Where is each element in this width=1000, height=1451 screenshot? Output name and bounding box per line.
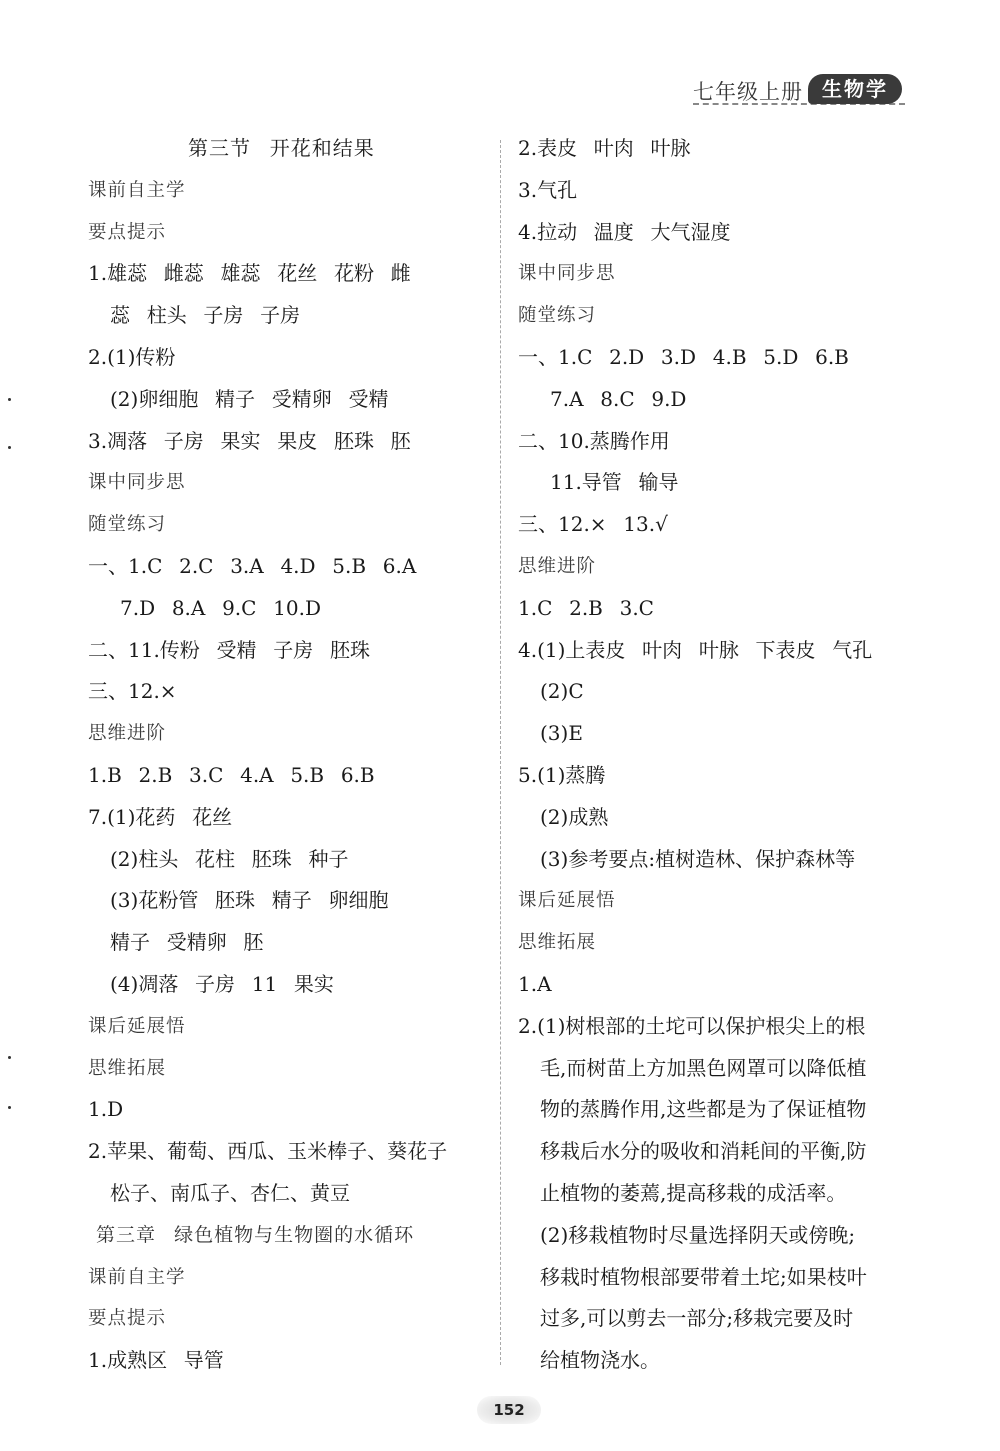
section-heading: 课后延展悟 — [88, 1015, 186, 1037]
section-heading: 课前自主学 — [88, 179, 186, 201]
section-heading: 思维进阶 — [518, 555, 597, 577]
header-grade: 七年级上册 — [693, 80, 803, 104]
answer-line: 蕊 柱头 子房 子房 — [110, 303, 301, 328]
answer-line: 一、1.C 2.D 3.D 4.B 5.D 6.B — [518, 344, 849, 369]
subject-badge: 生物学 — [808, 74, 902, 104]
answer-line: (3)花粉管 胚珠 精子 卵细胞 — [110, 888, 389, 913]
answer-line: 给植物浇水。 — [540, 1348, 660, 1373]
section-heading: 课后延展悟 — [518, 890, 616, 912]
answer-line: 毛,而树苗上方加黑色网罩可以降低植 — [540, 1055, 867, 1080]
answer-line: 5.(1)蒸腾 — [518, 762, 606, 787]
section-heading: 思维进阶 — [88, 723, 167, 745]
section-heading: 随堂练习 — [518, 305, 597, 327]
section-heading: 要点提示 — [88, 221, 167, 243]
answer-line: 3.气孔 — [518, 177, 578, 202]
margin-dot — [8, 446, 11, 449]
answer-line: 移栽后水分的吸收和消耗间的平衡,防 — [540, 1139, 867, 1164]
answer-line: 2.表皮 叶肉 叶脉 — [518, 136, 691, 160]
section-heading: 课中同步思 — [88, 472, 186, 494]
answer-line: (4)凋落 子房 11 果实 — [110, 971, 334, 996]
answer-line: 精子 受精卵 胚 — [110, 930, 264, 955]
answer-line: 1.B 2.B 3.C 4.A 5.B 6.B — [88, 762, 375, 787]
answer-line: 松子、南瓜子、杏仁、黄豆 — [110, 1180, 350, 1205]
margin-dot — [8, 1056, 11, 1059]
column-divider — [500, 140, 501, 1365]
answer-line: 7.(1)花药 花丝 — [88, 804, 233, 829]
page-number: 152 — [477, 1396, 541, 1424]
section-heading: 课中同步思 — [518, 263, 616, 285]
answer-line: 一、1.C 2.C 3.A 4.D 5.B 6.A — [88, 553, 417, 578]
answer-line: 7.A 8.C 9.D — [550, 386, 687, 411]
margin-dot — [8, 398, 11, 401]
answer-line: 1.雄蕊 雌蕊 雄蕊 花丝 花粉 雌 — [88, 261, 411, 286]
right-column — [518, 128, 918, 1382]
section-heading: 思维拓展 — [88, 1057, 167, 1079]
answer-line: 二、10.蒸腾作用 — [518, 428, 670, 453]
answer-line: 7.D 8.A 9.C 10.D — [120, 595, 322, 620]
answer-line: 2.(1)树根部的土坨可以保护根尖上的根 — [518, 1013, 866, 1038]
answer-line: (2)成熟 — [540, 804, 609, 829]
answer-line: 二、11.传粉 受精 子房 胚珠 — [88, 637, 370, 662]
answer-line: 2.苹果、葡萄、西瓜、玉米棒子、葵花子 — [88, 1139, 448, 1164]
section-heading: 随堂练习 — [88, 514, 167, 536]
answer-line: (3)参考要点:植树造林、保护森林等 — [540, 846, 856, 871]
answer-line: 1.成熟区 导管 — [88, 1348, 224, 1373]
answer-line: (2)卵细胞 精子 受精卵 受精 — [110, 386, 389, 411]
section-title: 第三节 开花和结果 — [188, 136, 375, 160]
answer-line: 3.凋落 子房 果实 果皮 胚珠 胚 — [88, 428, 411, 453]
answer-line: 1.A — [518, 971, 552, 996]
section-heading: 要点提示 — [88, 1308, 167, 1330]
section-heading: 思维拓展 — [518, 932, 597, 954]
answer-line: (2)C — [540, 679, 584, 704]
answer-line: 4.(1)上表皮 叶肉 叶脉 下表皮 气孔 — [518, 637, 873, 662]
answer-line: 移栽时植物根部要带着土坨;如果枝叶 — [540, 1264, 867, 1289]
answer-line: 1.C 2.B 3.C — [518, 595, 654, 620]
answer-line: 2.(1)传粉 — [88, 344, 176, 369]
answer-line: 三、12.× 13.√ — [518, 512, 668, 537]
chapter-title: 第三章 绿色植物与生物圈的水循环 — [96, 1223, 415, 1246]
answer-line: 三、12.× — [88, 679, 177, 704]
answer-line: (3)E — [540, 721, 583, 746]
answer-line: (2)柱头 花柱 胚珠 种子 — [110, 846, 349, 871]
section-heading: 课前自主学 — [88, 1266, 186, 1288]
answer-line: 止植物的萎蔫,提高移栽的成活率。 — [540, 1180, 847, 1205]
margin-dot — [8, 1106, 11, 1109]
answer-line: 4.拉动 温度 大气湿度 — [518, 219, 731, 244]
answer-line: (2)移栽植物时尽量选择阴天或傍晚; — [540, 1222, 856, 1247]
answer-line: 过多,可以剪去一部分;移栽完要及时 — [540, 1306, 854, 1331]
answer-line: 物的蒸腾作用,这些都是为了保证植物 — [540, 1097, 867, 1122]
left-column — [88, 128, 488, 1382]
answer-line: 1.D — [88, 1097, 124, 1122]
answer-line: 11.导管 输导 — [550, 470, 679, 495]
